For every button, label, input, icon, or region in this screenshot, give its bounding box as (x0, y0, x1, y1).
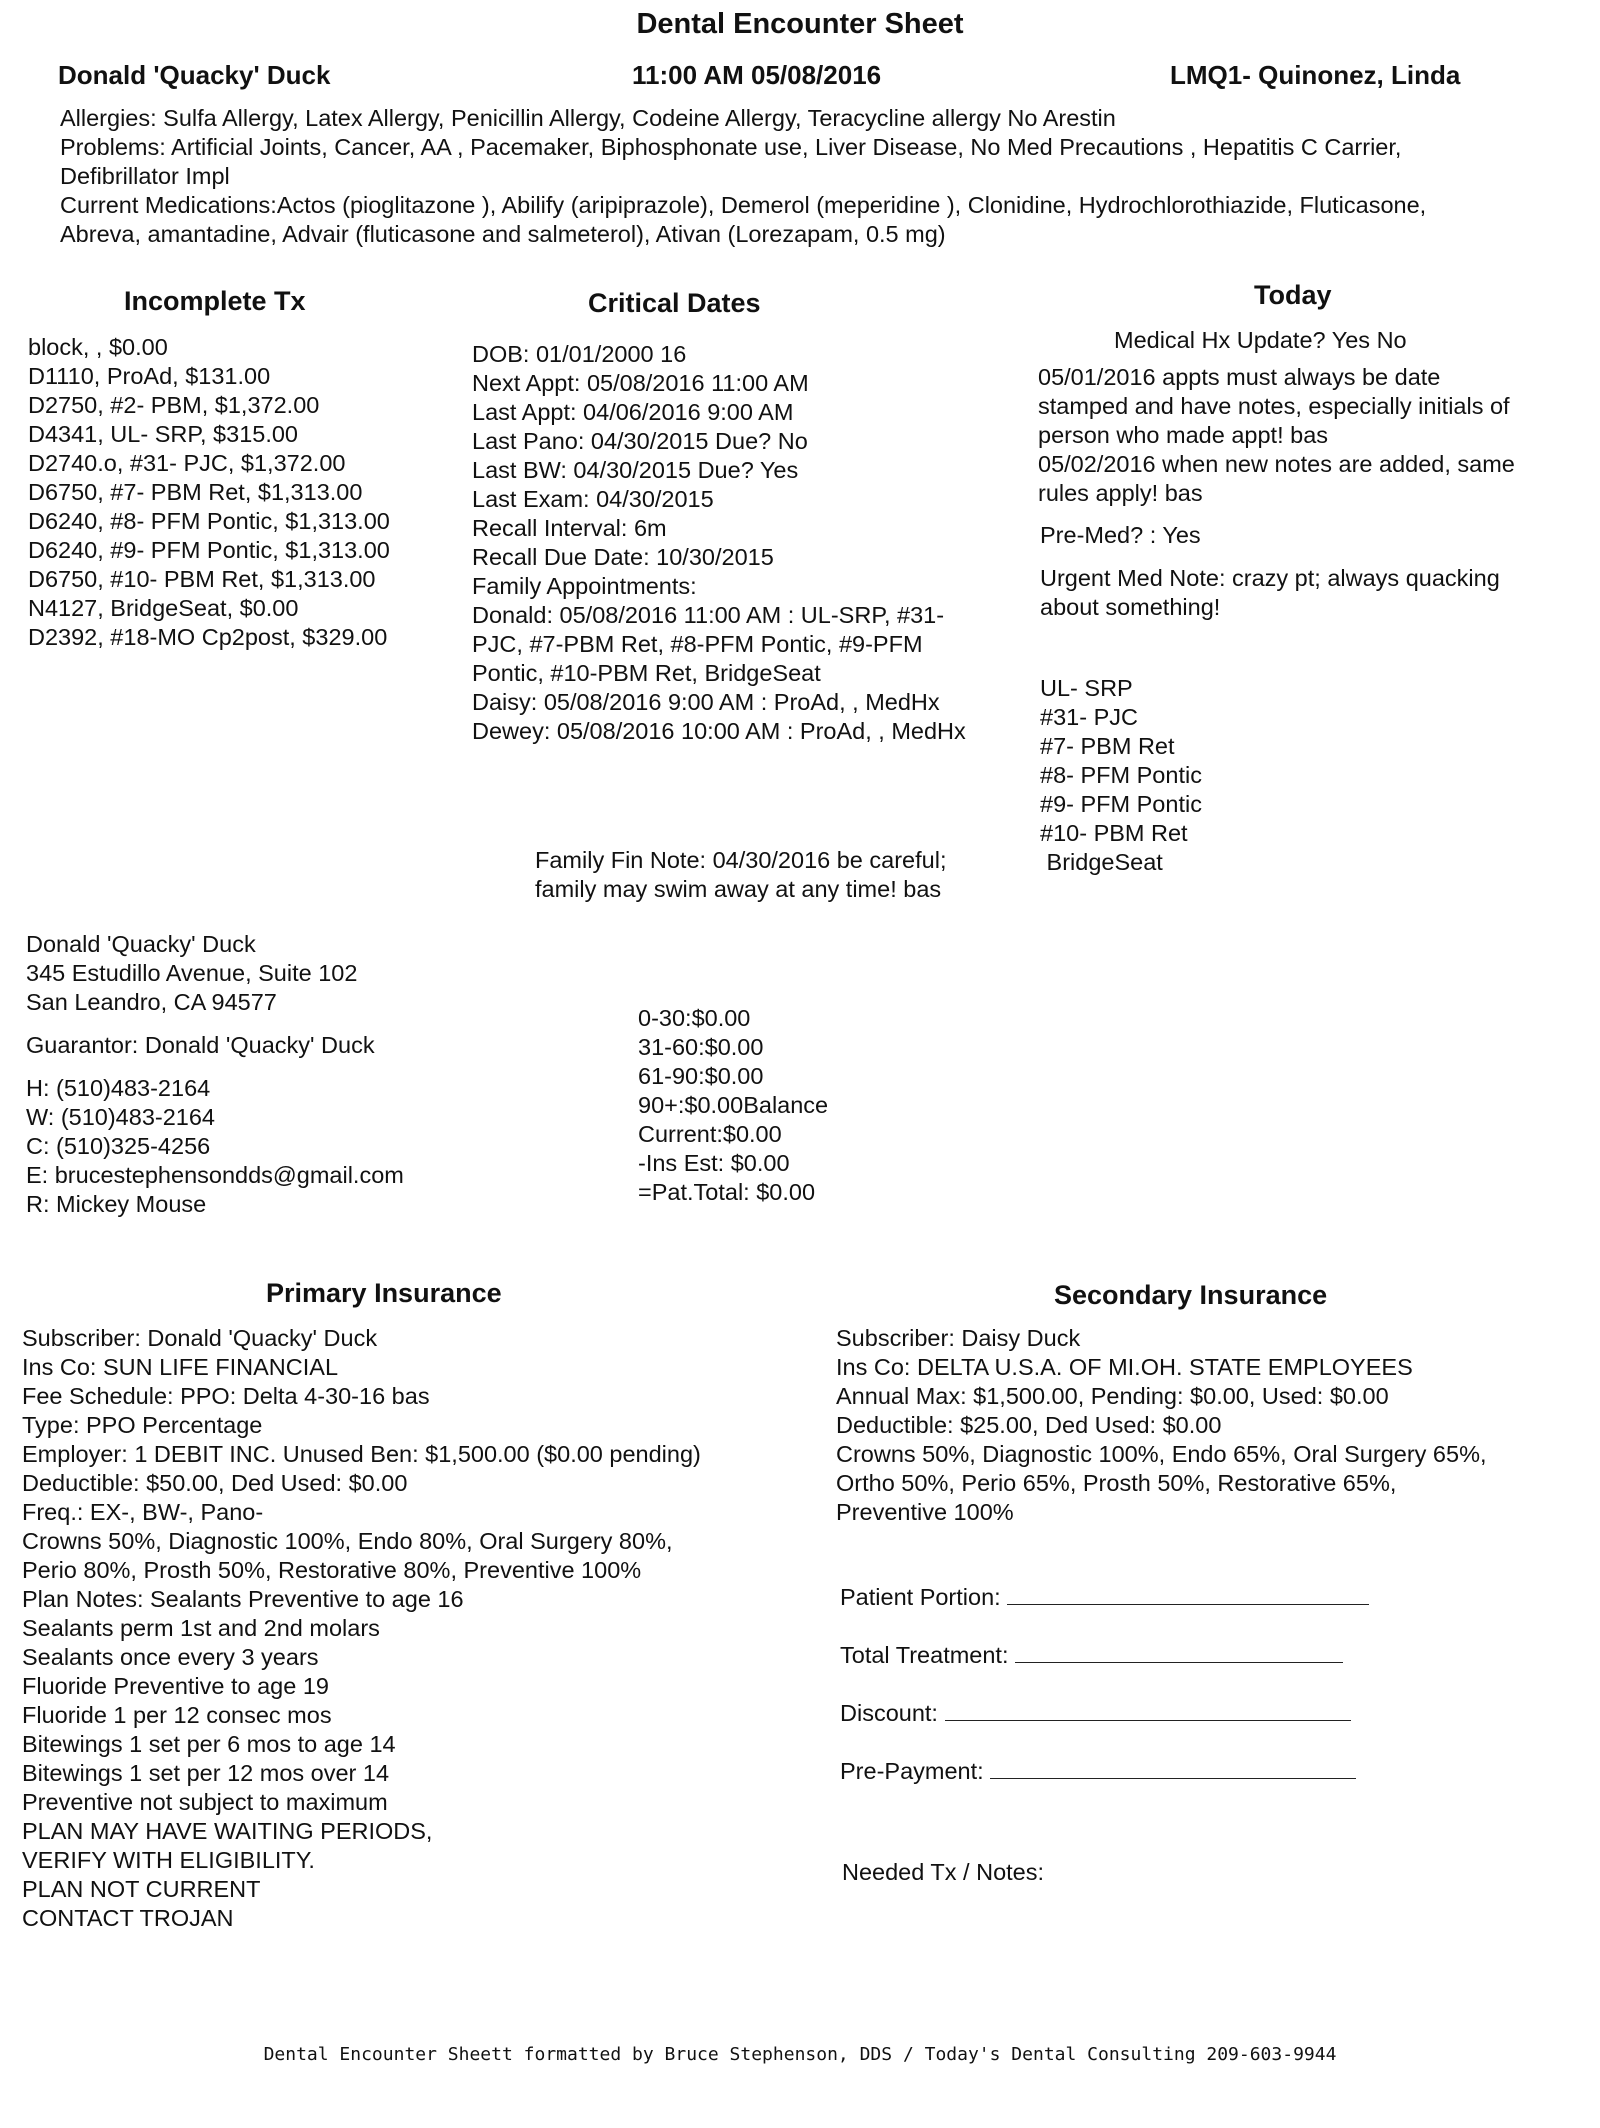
list-item: D6750, #7- PBM Ret, $1,313.00 (28, 479, 363, 505)
list-item: Last Exam: 04/30/2015 (472, 486, 714, 512)
page-title: Dental Encounter Sheet (636, 8, 964, 40)
list-item: Dewey: 05/08/2016 10:00 AM : ProAd, , MedHx (472, 718, 966, 744)
insurance-line: Subscriber: Donald 'Quacky' Duck (22, 1325, 378, 1351)
patient-name: Donald 'Quacky' Duck (58, 60, 331, 90)
list-item: BridgeSeat (1040, 849, 1163, 875)
list-item: Recall Interval: 6m (472, 515, 667, 541)
problems-line-cont: Defibrillator Impl (60, 163, 230, 189)
patient-portion-field[interactable] (840, 1582, 1369, 1612)
contact-home: H: (510)483-2164 (26, 1075, 211, 1101)
list-item: #31- PJC (1040, 704, 1138, 730)
list-item: Last Pano: 04/30/2015 Due? No (472, 428, 808, 454)
pre-med: Pre-Med? : Yes (1040, 522, 1201, 548)
insurance-line: CONTACT TROJAN (22, 1905, 234, 1931)
list-item: Daisy: 05/08/2016 9:00 AM : ProAd, , MedHx (472, 689, 940, 715)
list-item: D6240, #8- PFM Pontic, $1,313.00 (28, 508, 390, 534)
note-line: person who made appt! bas (1038, 422, 1329, 448)
address-line: Donald 'Quacky' Duck (26, 931, 256, 957)
contact-cell: C: (510)325-4256 (26, 1133, 211, 1159)
insurance-line: Ins Co: SUN LIFE FINANCIAL (22, 1354, 339, 1380)
list-item: PJC, #7-PBM Ret, #8-PFM Pontic, #9-PFM (472, 631, 923, 657)
insurance-line: Crowns 50%, Diagnostic 100%, Endo 80%, Oral Surgery 80%, (22, 1528, 673, 1554)
contact-list (26, 1074, 404, 1219)
list-item: D6240, #9- PFM Pontic, $1,313.00 (28, 537, 390, 563)
list-item: Family Appointments: (472, 573, 697, 599)
list-item: #9- PFM Pontic (1040, 791, 1202, 817)
aging-balance (638, 1004, 828, 1207)
insurance-line: Fluoride 1 per 12 consec mos (22, 1702, 332, 1728)
fin-note-line: family may swim away at any time! bas (535, 876, 942, 902)
aging-line: Current:$0.00 (638, 1121, 782, 1147)
pre-payment-label: Pre-Payment: (840, 1758, 984, 1784)
aging-line: =Pat.Total: $0.00 (638, 1179, 816, 1205)
insurance-line: Subscriber: Daisy Duck (836, 1325, 1081, 1351)
insurance-line: Crowns 50%, Diagnostic 100%, Endo 65%, Oral Surgery 65%, (836, 1441, 1487, 1467)
secondary-insurance-details (836, 1324, 1487, 1527)
appointment-time: 11:00 AM 05/08/2016 (632, 60, 882, 90)
list-item: Donald: 05/08/2016 11:00 AM : UL-SRP, #31- (472, 602, 945, 628)
insurance-line: Preventive 100% (836, 1499, 1014, 1525)
insurance-line: VERIFY WITH ELIGIBILITY. (22, 1847, 315, 1873)
list-item: #10- PBM Ret (1040, 820, 1188, 846)
urgent-med-note (1040, 564, 1500, 622)
problems-line: Problems: Artificial Joints, Cancer, AA , Pacemaker, Biphosphonate use, Liver Disease, No Med Precautions , Hepatitis C Carrier, (60, 134, 1402, 160)
today-procedures (1040, 674, 1202, 877)
needed-tx-notes-label: Needed Tx / Notes: (842, 1859, 1045, 1885)
today-heading: Today (1254, 280, 1332, 310)
guarantor: Guarantor: Donald 'Quacky' Duck (26, 1032, 375, 1058)
family-fin-note (535, 846, 946, 904)
note-line: stamped and have notes, especially initials of (1038, 393, 1510, 419)
critical-dates-heading: Critical Dates (588, 288, 761, 318)
allergies-line: Allergies: Sulfa Allergy, Latex Allergy, Penicillin Allergy, Codeine Allergy, Teracycline allergy No Arestin (60, 105, 1116, 131)
address-block (26, 930, 357, 1017)
insurance-line: Preventive not subject to maximum (22, 1789, 388, 1815)
footer-credit: Dental Encounter Sheett formatted by Bruce Stephenson, DDS / Today's Dental Consulting 209-603-9944 (263, 2044, 1337, 2065)
medications-line-cont: Abreva, amantadine, Advair (fluticasone and salmeterol), Ativan (Lorezapam, 0.5 mg) (60, 221, 946, 247)
pre-payment-blank[interactable] (990, 1756, 1356, 1779)
list-item: Last Appt: 04/06/2016 9:00 AM (472, 399, 794, 425)
primary-insurance-heading: Primary Insurance (266, 1278, 502, 1308)
contact-work: W: (510)483-2164 (26, 1104, 215, 1130)
list-item: N4127, BridgeSeat, $0.00 (28, 595, 299, 621)
list-item: D2392, #18-MO Cp2post, $329.00 (28, 624, 388, 650)
list-item: D6750, #10- PBM Ret, $1,313.00 (28, 566, 376, 592)
patient-portion-blank[interactable] (1007, 1582, 1369, 1605)
medications-line: Current Medications:Actos (pioglitazone ), Abilify (aripiprazole), Demerol (meperidine ), Clonidine, Hydrochlorothiazide, Fluticasone, (60, 192, 1427, 218)
medical-hx-update: Medical Hx Update? Yes No (1114, 327, 1407, 353)
insurance-line: Deductible: $25.00, Ded Used: $0.00 (836, 1412, 1222, 1438)
urgent-line: Urgent Med Note: crazy pt; always quacking (1040, 565, 1500, 591)
address-line: San Leandro, CA 94577 (26, 989, 277, 1015)
critical-dates-list (472, 340, 966, 746)
list-item: D4341, UL- SRP, $315.00 (28, 421, 298, 447)
insurance-line: Fee Schedule: PPO: Delta 4-30-16 bas (22, 1383, 430, 1409)
note-line: rules apply! bas (1038, 480, 1203, 506)
insurance-line: PLAN MAY HAVE WAITING PERIODS, (22, 1818, 433, 1844)
insurance-line: Bitewings 1 set per 6 mos to age 14 (22, 1731, 396, 1757)
aging-line: -Ins Est: $0.00 (638, 1150, 790, 1176)
list-item: UL- SRP (1040, 675, 1133, 701)
list-item: Next Appt: 05/08/2016 11:00 AM (472, 370, 809, 396)
insurance-line: Type: PPO Percentage (22, 1412, 263, 1438)
primary-insurance-details (22, 1324, 701, 1933)
insurance-line: Bitewings 1 set per 12 mos over 14 (22, 1760, 390, 1786)
insurance-line: Sealants perm 1st and 2nd molars (22, 1615, 380, 1641)
list-item: block, , $0.00 (28, 334, 168, 360)
insurance-line: Employer: 1 DEBIT INC. Unused Ben: $1,500.00 ($0.00 pending) (22, 1441, 701, 1467)
incomplete-tx-heading: Incomplete Tx (124, 286, 306, 316)
insurance-line: Ortho 50%, Perio 65%, Prosth 50%, Restorative 65%, (836, 1470, 1397, 1496)
note-line: 05/02/2016 when new notes are added, same (1038, 451, 1515, 477)
aging-line: 61-90:$0.00 (638, 1063, 764, 1089)
insurance-line: Ins Co: DELTA U.S.A. OF MI.OH. STATE EMPLOYEES (836, 1354, 1413, 1380)
list-item: Pontic, #10-PBM Ret, BridgeSeat (472, 660, 821, 686)
list-item: D2750, #2- PBM, $1,372.00 (28, 392, 320, 418)
list-item: Recall Due Date: 10/30/2015 (472, 544, 774, 570)
insurance-line: Freq.: EX-, BW-, Pano- (22, 1499, 264, 1525)
note-line: 05/01/2016 appts must always be date (1038, 364, 1441, 390)
list-item: Last BW: 04/30/2015 Due? Yes (472, 457, 799, 483)
provider-name: LMQ1- Quinonez, Linda (1170, 60, 1461, 90)
list-item: DOB: 01/01/2000 16 (472, 341, 687, 367)
total-treatment-field[interactable] (840, 1640, 1343, 1670)
aging-line: 0-30:$0.00 (638, 1005, 751, 1031)
urgent-line: about something! (1040, 594, 1221, 620)
insurance-line: Sealants once every 3 years (22, 1644, 319, 1670)
discount-field[interactable] (840, 1698, 1351, 1728)
list-item: D1110, ProAd, $131.00 (28, 363, 271, 389)
secondary-insurance-heading: Secondary Insurance (1054, 1280, 1328, 1310)
discount-label: Discount: (840, 1700, 938, 1726)
insurance-line: PLAN NOT CURRENT (22, 1876, 261, 1902)
aging-line: 90+:$0.00Balance (638, 1092, 829, 1118)
list-item: #7- PBM Ret (1040, 733, 1175, 759)
insurance-line: Plan Notes: Sealants Preventive to age 16 (22, 1586, 464, 1612)
incomplete-tx-list (28, 333, 390, 652)
address-line: 345 Estudillo Avenue, Suite 102 (26, 960, 358, 986)
medical-info (60, 104, 1426, 249)
insurance-line: Perio 80%, Prosth 50%, Restorative 80%, Preventive 100% (22, 1557, 642, 1583)
aging-line: 31-60:$0.00 (638, 1034, 764, 1060)
total-treatment-label: Total Treatment: (840, 1642, 1009, 1668)
total-treatment-blank[interactable] (1015, 1640, 1343, 1663)
pre-payment-field[interactable] (840, 1756, 1356, 1786)
contact-email: E: brucestephensondds@gmail.com (26, 1162, 404, 1188)
insurance-line: Annual Max: $1,500.00, Pending: $0.00, Used: $0.00 (836, 1383, 1389, 1409)
insurance-line: Deductible: $50.00, Ded Used: $0.00 (22, 1470, 408, 1496)
fin-note-line: Family Fin Note: 04/30/2016 be careful; (535, 847, 947, 873)
contact-referral: R: Mickey Mouse (26, 1191, 207, 1217)
list-item: #8- PFM Pontic (1040, 762, 1202, 788)
insurance-line: Fluoride Preventive to age 19 (22, 1673, 329, 1699)
appointment-notes (1038, 363, 1515, 508)
discount-blank[interactable] (945, 1698, 1351, 1721)
patient-portion-label: Patient Portion: (840, 1584, 1001, 1610)
list-item: D2740.o, #31- PJC, $1,372.00 (28, 450, 346, 476)
